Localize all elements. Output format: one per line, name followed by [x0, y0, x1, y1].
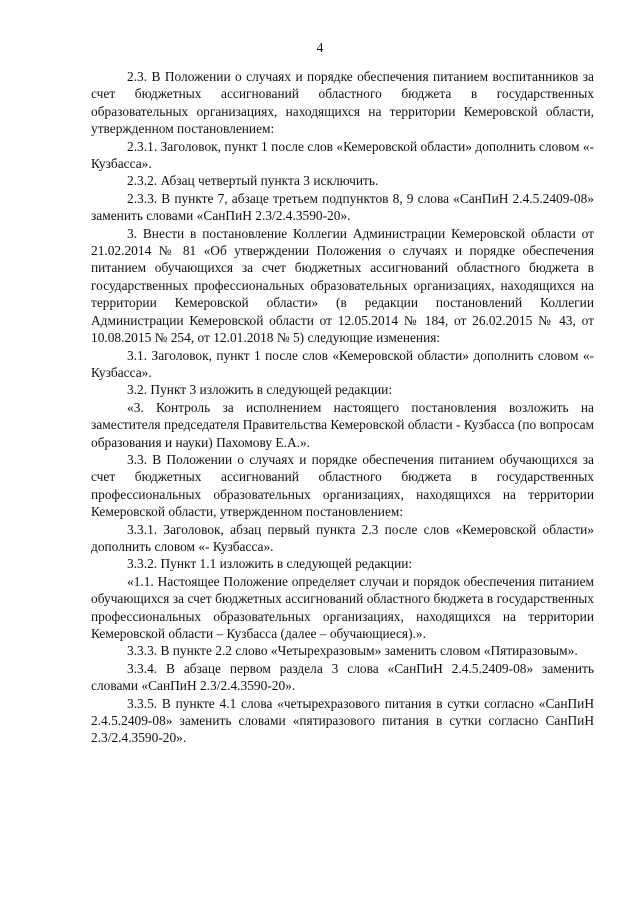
paragraph-2-3-3: 2.3.3. В пункте 7, абзаце третьем подпунктов 8, 9 слова «СанПиН 2.4.5.2409-08» заменить словами «СанПиН 2.3/2.4.3590-20». — [91, 190, 594, 224]
paragraph-3-3: 3.3. В Положении о случаях и порядке обеспечения питанием обучающихся за счет бюджетных ассигнований областного бюджета в государственных профессиональных образовательных организациях, находящихся на территории Кемеровской области, утвержденном постановлением: — [91, 451, 594, 520]
paragraph-2-3: 2.3. В Положении о случаях и порядке обеспечения питанием воспитанников за счет бюджетных ассигнований областного бюджета в государственных образовательных организациях, находящихся на территории Кемеровской области, утвержденном постановлением: — [91, 69, 594, 137]
document-body — [91, 68, 594, 747]
paragraph-2-3-2: 2.3.2. Абзац четвертый пункта 3 исключить. — [127, 173, 379, 189]
paragraph-3-3-5: 3.3.5. В пункте 4.1 слова «четырехразового питания в сутки согласно «СанПиН 2.4.5.2409-08» заменить словами «пятиразового питания в сутки согласно СанПиН 2.3/2.4.3590-20». — [91, 695, 594, 746]
page-number: 4 — [316, 40, 324, 55]
paragraph-3-3-3: 3.3.3. В пункте 2.2 слово «Четырехразовым» заменить словом «Пятиразовым». — [127, 643, 578, 659]
paragraph-3-1: 3.1. Заголовок, пункт 1 после слов «Кемеровской области» дополнить словом «- Кузбасса». — [91, 347, 594, 380]
paragraph-3-3-1: 3.3.1. Заголовок, абзац первый пункта 2.3 после слов «Кемеровской области» дополнить словом «- Кузбасса». — [91, 521, 594, 554]
paragraph-2-3-1: 2.3.1. Заголовок, пункт 1 после слов «Кемеровской области» дополнить словом «- Кузбасса». — [91, 138, 594, 172]
paragraph-3-3-2: 3.3.2. Пункт 1.1 изложить в следующей редакции: — [127, 556, 413, 572]
paragraph-3-3-4: 3.3.4. В абзаце первом раздела 3 слова «СанПиН 2.4.5.2409-08» заменить словами «СанПиН 2.3/2.4.3590-20». — [91, 660, 594, 694]
paragraph-3: 3. Внести в постановление Коллегии Администрации Кемеровской области от 21.02.2014 № 81 «Об утверждении Положения о случаях и порядке обеспечения питанием обучающихся за счет бюджетных ассигнований областного бюджета в государственных профессиональных образовательных организациях, находящихся на территории Кемеровской области» (в редакции постановлений Коллегии Администрации Кемеровской области от 12.05.2014 № 184, от 26.02.2015 № 43, от 10.08.2015 № 254, от 12.01.2018 № 5) следующие изменения: — [91, 225, 594, 346]
paragraph-3-3-2-quote: «1.1. Настоящее Положение определяет случаи и порядок обеспечения питанием обучающихся за счет бюджетных ассигнований областного бюджета в государственных профессиональных образовательных организациях, находящихся на территории Кемеровской области – Кузбасса (далее – обучающиеся).». — [91, 573, 594, 641]
paragraph-3-2-quote: «3. Контроль за исполнением настоящего постановления возложить на заместителя председателя Правительства Кемеровской области - Кузбасса (по вопросам образования и науки) Пахомову Е.А.». — [91, 399, 594, 450]
paragraph-3-2: 3.2. Пункт 3 изложить в следующей редакции: — [127, 382, 393, 398]
